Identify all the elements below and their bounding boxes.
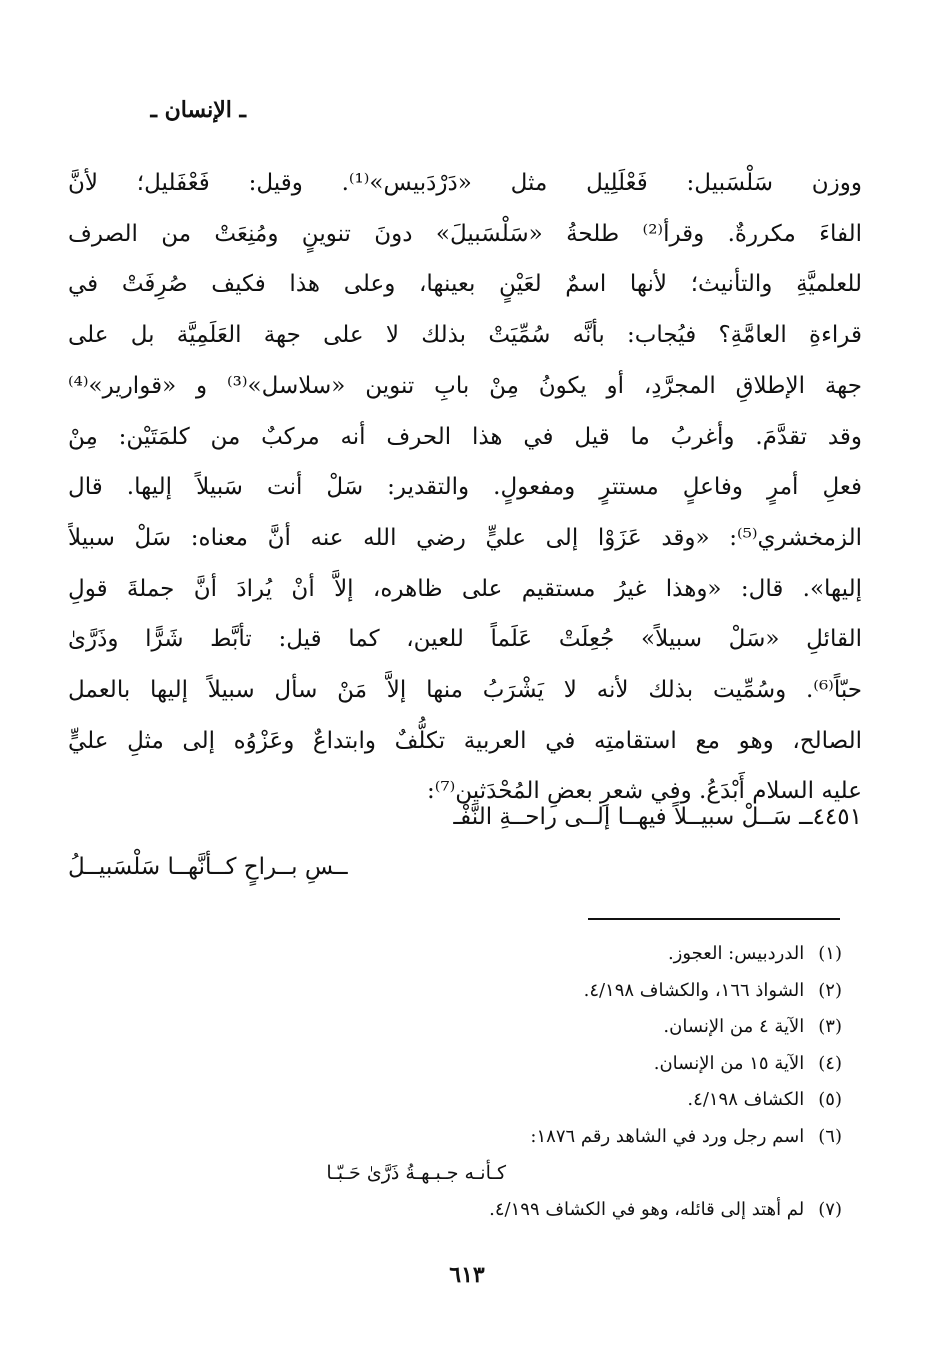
text-line: الصالح، وهو مع استقامتِه في العربية تكلُّفٌ وابتداعٌ وعَزْوُه إلى مثلِ عليٍّ (68, 727, 862, 754)
page-number: ٦١٣ (449, 1262, 485, 1288)
verse-second-hemistich: ــسِ بــراحٍ كــأنَّهــا سَلْسَبيــلُ (68, 854, 348, 880)
footnote (82, 936, 842, 973)
text-line: جهة الإطلاقِ المجرَّدِ، أو يكونُ مِنْ بابِ تنوين «سلاسل»⁽³⁾ و «قوارير»⁽⁴⁾ (68, 372, 862, 399)
footnote-text: الشواذ ١٦٦، والكشاف ٤/١٩٨. (583, 979, 805, 1001)
footnote-text: الآية ١٥ من الإنسان. (653, 1052, 805, 1074)
footnote (82, 973, 842, 1010)
running-header: ـ الإنسان ـ (150, 97, 246, 123)
footnote-number: (٥) (818, 1089, 842, 1110)
footnote (82, 1119, 842, 1156)
footnote-number: (٤) (818, 1052, 842, 1074)
footnote (82, 1046, 842, 1083)
footnote-quoted-verse: كـأنـه جـبـهـةُ ذَرَّىٰ حَـبّـا (326, 1162, 506, 1184)
footnote-text: الكشاف ٤/١٩٨. (687, 1089, 805, 1110)
text-line: وقد تقدَّمَ. وأغربُ ما قيل في هذا الحرف أنه مركبٌ من كلمَتَيْن: مِنْ (68, 423, 862, 450)
text-line: فعلِ أمرٍ وفاعلٍ مستترٍ ومفعولٍ. والتقدير: سَلْ أنت سَبيلاً إليها. قال (68, 474, 862, 501)
text-line: قراءةِ العامَّةِ؟ فيُجاب: بأنَّه سُمِّيَتْ بذلك لا على جهة العَلَمِيَّة بل على (68, 322, 862, 349)
footnote-number: (٣) (818, 1016, 842, 1037)
verse-first-hemistich: ٤٤٥١ــ سَــلْ سبيــلاً فيهــا إلــى راحــةِ النَّفْـ (453, 804, 862, 830)
text-line: الفاءَ مكررةٌ. وقرأ⁽²⁾ طلحةُ «سَلْسَبيلَ» دونَ تنوينٍ ومُنِعَتْ من الصرف (68, 220, 862, 247)
footnote-text: لم أهتد إلى قائله، وهو في الكشاف ٤/١٩٩. (489, 1198, 805, 1220)
footnote-number: (٢) (818, 979, 842, 1001)
footnote-text: الدردبيس: العجوز. (667, 943, 805, 964)
footnote-number: (٦) (818, 1125, 842, 1147)
footnote-number: (٧) (818, 1198, 842, 1220)
poetry-verse (68, 792, 862, 892)
footnotes-block (82, 936, 842, 1228)
text-line: عليه السلام أَبْدَعُ. وفي شعرِ بعضِ المُحْدَثين⁽⁷⁾: (426, 778, 862, 805)
main-text-block (68, 158, 862, 817)
text-line: ووزن سَلْسَبيل: فَعْلَلِيل مثل «دَرْدَبيس»⁽¹⁾. وقيل: فَعْفَليل؛ لأنَّ (68, 170, 862, 196)
text-line: القائلِ «سَلْ سبيلاً» جُعِلَتْ عَلَماً للعين، كما قيل: تأبَّط شَرًّا وذَرَّىٰ (68, 626, 862, 653)
text-line: إليها». قال: «وهذا غيرُ مستقيم على ظاهره، إلاَّ أنْ يُرادَ أنَّ جملةَ قولِ (68, 575, 862, 602)
footnote (82, 1192, 842, 1229)
text-line: حبّاً⁽⁶⁾. وسُمِّيت بذلك لأنه لا يَشْرَبُ منها إلاَّ مَنْ سأل سبيلاً إليها بالعمل (68, 677, 862, 704)
footnote-text: الآية ٤ من الإنسان. (663, 1016, 805, 1037)
text-line: الزمخشري⁽⁵⁾: «وقد عَزَوْا إلى عليٍّ رضي الله عنه أنَّ معناه: سَلْ سبيلاً (68, 524, 862, 551)
footnote-number: (١) (818, 943, 842, 964)
footnote (82, 1082, 842, 1119)
footnote (82, 1009, 842, 1046)
footnote-text: اسم رجل ورد في الشاهد رقم ١٨٧٦: (530, 1125, 805, 1147)
footnote-divider (588, 918, 840, 920)
text-line: للعلميَّةِ والتأنيث؛ لأنها اسمٌ لعَيْنٍ بعينها، وعلى هذا فكيف صُرِفَتْ في (68, 271, 862, 298)
